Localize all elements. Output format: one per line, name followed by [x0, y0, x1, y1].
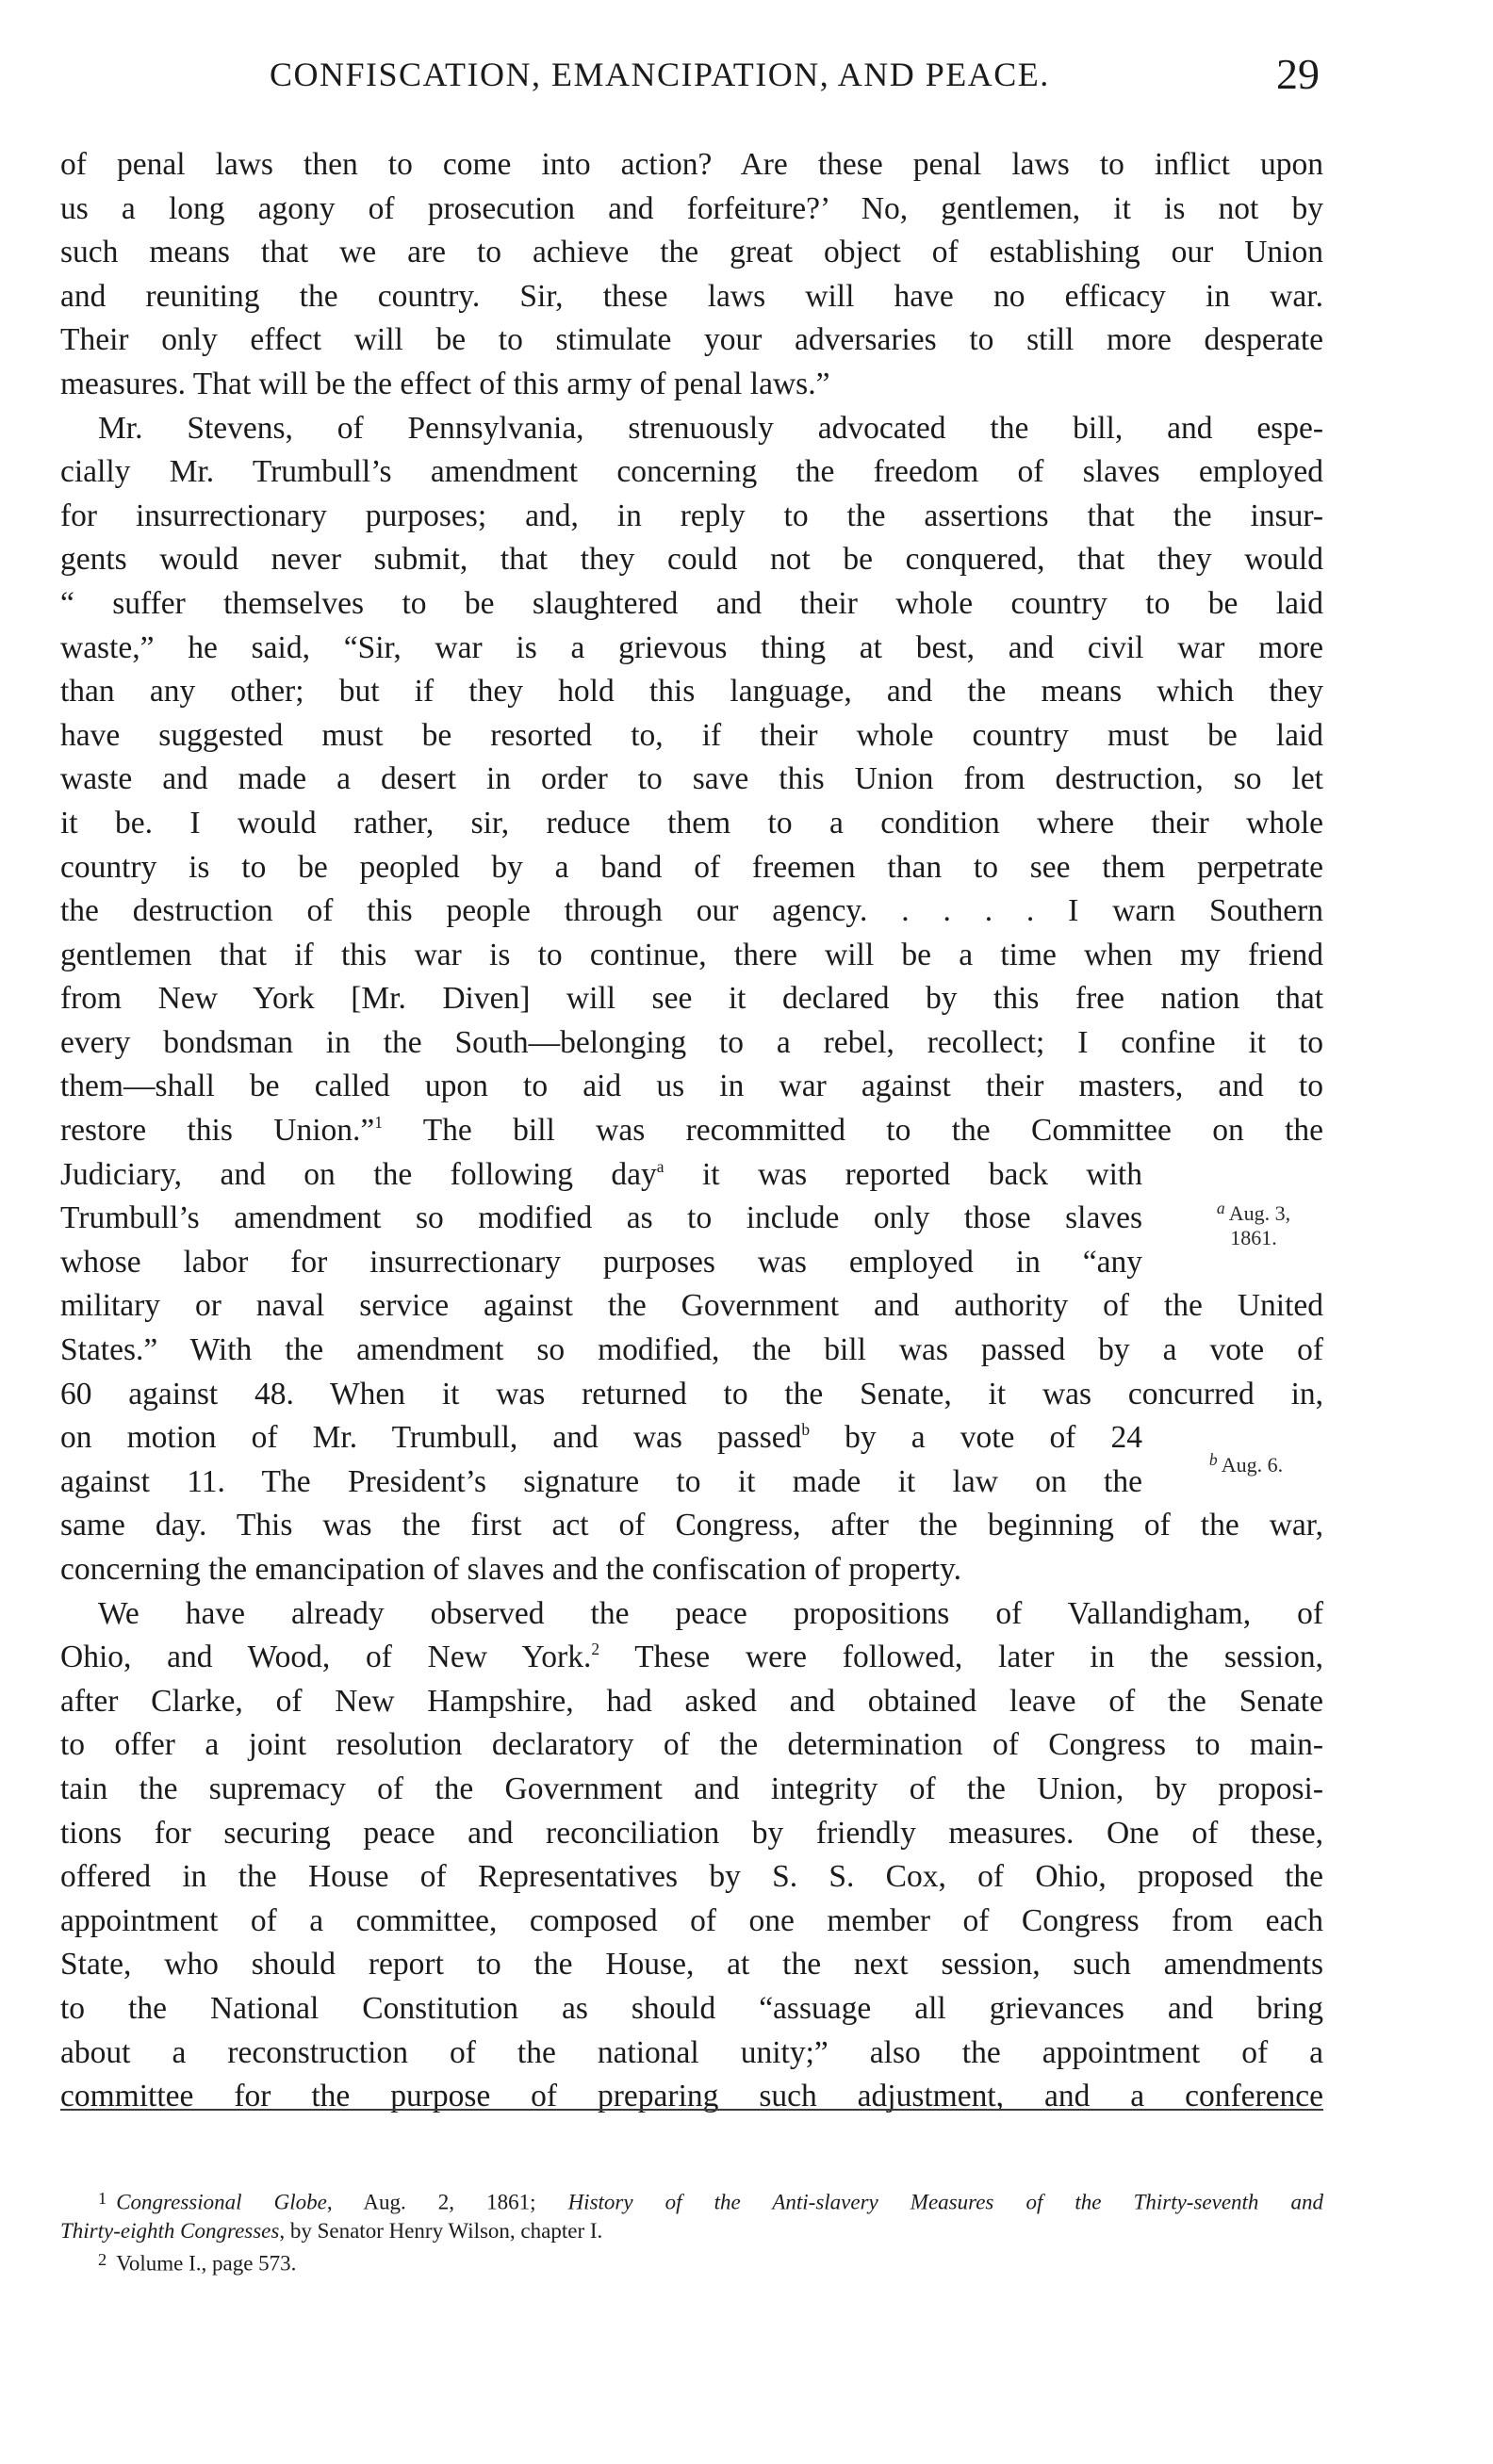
text-line: Trumbull’s amendment so modified as to include only those slaves [60, 1200, 1142, 1236]
footnote-1-title: Congressional Globe [116, 2190, 327, 2214]
text-line: measures. That will be the effect of this army of penal laws.” [60, 366, 830, 401]
text-line: “ suffer themselves to be slaughtered and their whole country to be laid [60, 585, 1323, 621]
text-span: by a vote of 24 [810, 1420, 1142, 1456]
text-line: them—shall be called upon to aid us in war against their masters, and to [60, 1069, 1323, 1104]
text-span: it was reported back with [664, 1156, 1142, 1192]
text-line: State, who should report to the House, at the next session, such amendments [60, 1947, 1323, 1983]
text-line: appointment of a committee, composed of one member of Congress from each [60, 1902, 1323, 1938]
margin-note-a-marker: a [1216, 1199, 1225, 1217]
text-line: of penal laws then to come into action? Are these penal laws to inflict upon [60, 147, 1323, 182]
footnote-1-title3: Thirty-eighth Congresses [60, 2218, 280, 2243]
text-line: waste,” he said, “Sir, war is a grievous thing at best, and civil war more [60, 629, 1323, 665]
sidenote-ref-a[interactable]: a [656, 1156, 664, 1176]
text-line: about a reconstruction of the national unity;” also the appointment of a [60, 2034, 1323, 2070]
text-span: on motion of Mr. Trumbull, and was passed [60, 1420, 802, 1456]
footnote-1-line1 [60, 2184, 1323, 2217]
margin-note-a [1197, 1196, 1310, 1250]
text-line: tions for securing peace and reconciliation by friendly measures. One of these, [60, 1815, 1323, 1851]
text-line: gents would never submit, that they could not be conquered, that they would [60, 542, 1323, 578]
page-header [236, 50, 1320, 102]
text-line: committee for the purpose of preparing such adjustment, and a conference [60, 2079, 1323, 2114]
sidenote-ref-b[interactable]: b [801, 1420, 811, 1440]
text-line: the destruction of this people through our agency. . . . . I warn Southern [60, 893, 1323, 929]
footnote-1-date: , Aug. 2, 1861; [326, 2190, 568, 2214]
footnote-1-author: , by Senator Henry Wilson, chapter I. [279, 2218, 603, 2243]
text-line: to offer a joint resolution declaratory of the determination of Congress to main- [60, 1727, 1323, 1763]
text-line: to the National Constitution as should “assuage all grievances and bring [60, 1990, 1323, 2026]
margin-note-a-year: 1861. [1230, 1226, 1277, 1250]
footnotes [60, 2184, 1323, 2277]
text-line: 60 against 48. When it was returned to the Senate, it was concurred in, [60, 1376, 1323, 1411]
text-line: tain the supremacy of the Government and integrity of the Union, by proposi- [60, 1770, 1323, 1806]
page-number: 29 [1276, 50, 1320, 98]
text-line [60, 1416, 1142, 1460]
text-line: and reuniting the country. Sir, these laws will have no efficacy in war. [60, 278, 1323, 314]
text-line [60, 1153, 1142, 1198]
text-line: it be. I would rather, sir, reduce them to a condition where their whole [60, 805, 1323, 840]
text-line: for insurrectionary purposes; and, in reply to the assertions that the insur- [60, 498, 1323, 533]
footnote-2-number: 2 [98, 2249, 107, 2269]
text-line: whose labor for insurrectionary purposes was employed in “any [60, 1244, 1142, 1280]
text-line: military or naval service against the Government and authority of the United [60, 1288, 1323, 1324]
footnote-ref-1[interactable]: 1 [374, 1113, 383, 1132]
text-line: States.” With the amendment so modified, the bill was passed by a vote of [60, 1332, 1323, 1368]
running-head: CONFISCATION, EMANCIPATION, AND PEACE. [270, 56, 1050, 93]
body-text [60, 143, 1323, 2119]
text-line: than any other; but if they hold this language, and the means which they [60, 674, 1323, 710]
footnote-1-title2: History of the Anti-slavery Measures of the Thirty-seventh and [567, 2190, 1323, 2214]
text-line: cially Mr. Trumbull’s amendment concerning the freedom of slaves employed [60, 454, 1323, 490]
margin-note-b-marker: b [1208, 1450, 1218, 1469]
text-span: Ohio, and Wood, of New York. [60, 1640, 592, 1675]
text-line [60, 1109, 1323, 1153]
text-line: from New York [Mr. Diven] will see it declared by this free nation that [60, 981, 1323, 1017]
footnote-2-text: Volume I., page 573. [116, 2251, 297, 2276]
text-line: us a long agony of prosecution and forfeiture?’ No, gentlemen, it is not by [60, 190, 1323, 226]
text-line: Mr. Stevens, of Pennsylvania, strenuously advocated the bill, and espe- [98, 410, 1323, 446]
text-span: Judiciary, and on the following day [60, 1156, 657, 1192]
margin-note-b [1180, 1447, 1312, 1477]
text-line: after Clarke, of New Hampshire, had asked and obtained leave of the Senate [60, 1683, 1323, 1719]
text-line: country is to be peopled by a band of freemen than to see them perpetrate [60, 849, 1323, 885]
text-span: These were followed, later in the session, [599, 1640, 1323, 1675]
text-line: every bondsman in the South—belonging to a rebel, recollect; I confine it to [60, 1024, 1323, 1060]
text-line: Their only effect will be to stimulate your adversaries to still more desperate [60, 322, 1323, 358]
text-span: The bill was recommitted to the Committee on the [382, 1113, 1324, 1149]
margin-note-b-date: Aug. 6. [1221, 1453, 1284, 1477]
text-line: same day. This was the first act of Congress, after the beginning of the war, [60, 1508, 1323, 1543]
text-line: waste and made a desert in order to save this Union from destruction, so let [60, 761, 1323, 797]
margin-note-a-line1 [1197, 1196, 1310, 1226]
footnote-2 [60, 2245, 1323, 2278]
footnote-divider [60, 2109, 1323, 2111]
footnote-ref-2[interactable]: 2 [591, 1640, 600, 1659]
text-line: have suggested must be resorted to, if their whole country must be laid [60, 717, 1323, 753]
text-span: restore this Union.” [60, 1113, 375, 1149]
text-line: against 11. The President’s signature to it made it law on the [60, 1463, 1142, 1499]
text-line [60, 1636, 1323, 1680]
footnote-1-number: 1 [98, 2189, 107, 2208]
text-line: gentlemen that if this war is to continue, there will be a time when my friend [60, 937, 1323, 972]
text-line: such means that we are to achieve the great object of establishing our Union [60, 235, 1323, 270]
text-line: offered in the House of Representatives by S. S. Cox, of Ohio, proposed the [60, 1859, 1323, 1895]
text-line: We have already observed the peace propositions of Vallandigham, of [98, 1595, 1323, 1631]
footnote-1-line2 [60, 2217, 1323, 2245]
text-line: concerning the emancipation of slaves and the confiscation of property. [60, 1552, 961, 1587]
margin-note-a-date: Aug. 3, [1228, 1201, 1291, 1226]
